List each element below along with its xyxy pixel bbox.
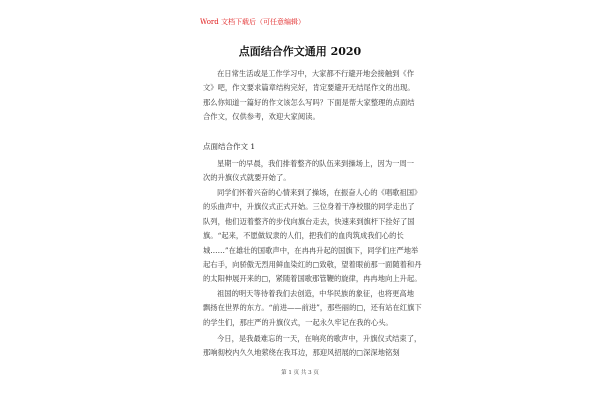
body-line: 的学生们，那庄严的升旗仪式，一起永久牢记在我的心头。 [203,317,393,327]
body-line: 星期一的早晨，我们排着整齐的队伍来到操场上，因为一周一 [217,159,415,168]
body-line: 旗。“起来，不愿做奴隶的人们，把我们的血肉筑成我们心的长 [203,231,404,241]
body-paragraph [203,186,422,287]
body-line: 队列，他们迈着整齐的步伐向旗台走去，快速来到旗杆下拴好了国 [203,216,415,226]
intro-line: 那么你知道一篇好的作文该怎么写吗？下面是帮大家整理的点面结 [203,97,415,107]
body-paragraph [203,287,422,330]
download-note: Word 文档下载后（可任意编辑） [200,18,305,26]
intro-line: 在日常生活或是工作学习中，大家都不行避开地会接触到《作 [217,69,415,78]
body-paragraph [203,332,422,361]
body-paragraph [203,157,415,186]
body-line: 起右手，向骄傲无烈用鲜血染红的□致敬，望着眼前那一面随着和丹 [203,259,422,269]
body-line: 的乐曲声中，升旗仪式正式开始。三位身着干净校服的同学走出了 [203,202,415,212]
body-line: 那响彻校内久久地萦绕在我耳边，那迎风招展的□深深地铭刻 [203,348,400,358]
body-line: 城……”在雄壮的国歌声中，在冉冉升起的国旗下，同学们庄严地举 [203,245,419,255]
body-line: 祖国的明天等待着我们去创造，中华民族的象征，也将更高地 [217,289,415,298]
body-line: 今日，是我最难忘的一天，在响亮的歌声中，升旗仪式结束了， [217,334,422,343]
page-footer: 第 1 页 共 3 页 [281,370,319,376]
body-line: 次的升旗仪式就要开始了。 [203,173,291,183]
body-line: 飘扬在世界的东方。“前进——前进”，那些丽的□，还有站在红旗下 [203,303,422,313]
intro-paragraph [203,67,415,125]
intro-line: 合作文，仅供参考，欢迎大家阅读。 [203,112,320,122]
body-line: 同学们怀着兴奋的心情来到了操场，在振奋人心的《唱歌祖国》 [217,188,422,197]
page-title: 点面结合作文通用 2020 [238,45,362,58]
intro-line: 文》吧，作文要求篇章结构完好，肯定要避开无结尾作文的出现。 [203,83,415,93]
body-line: 的太阳伸展开来的□，紧随着国歌那管鞭的旋律，冉冉地向上升起。 [203,274,422,284]
section-title: 点面结合作文 1 [203,142,256,151]
